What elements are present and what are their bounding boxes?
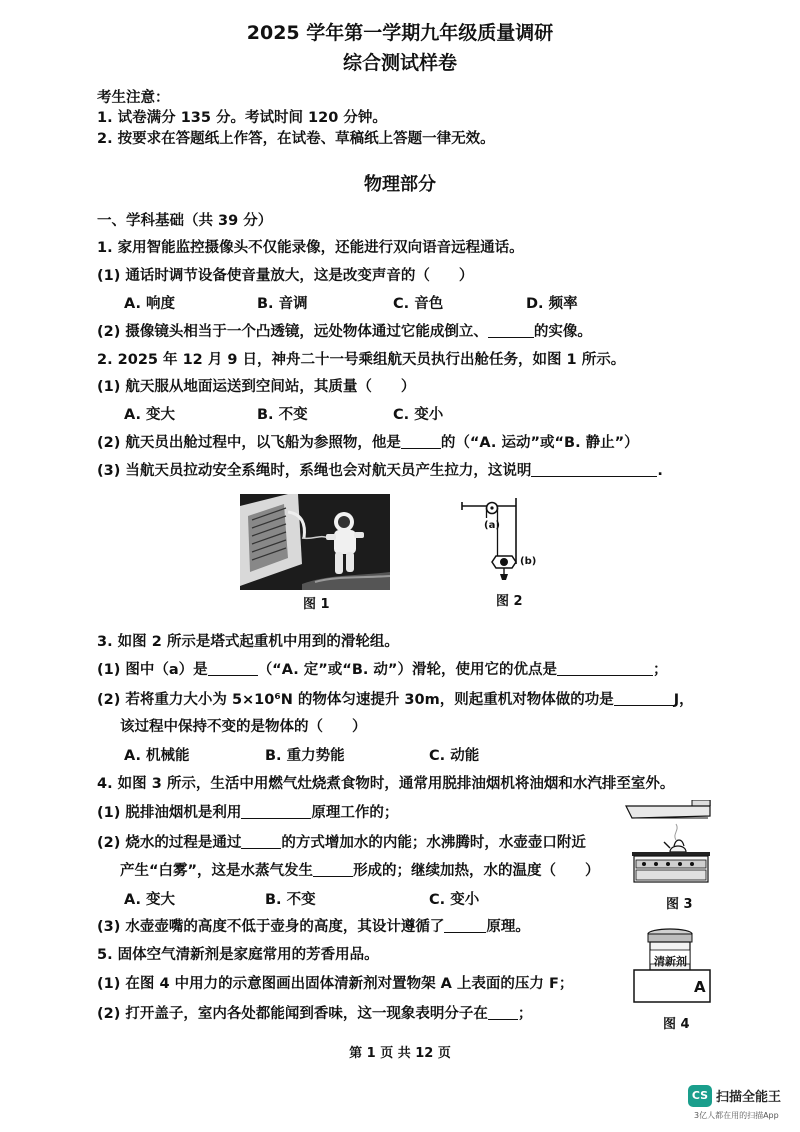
q4-sub3-end: 原理。 [486,919,530,935]
answer-blank[interactable] [488,323,534,338]
fig4-block-label: A [694,978,706,996]
q4-sub1 [97,801,398,822]
q3-sub1-text: (1) 图中（a）是 [97,662,208,678]
q5-sub2-end: ； [517,1006,533,1022]
part1-heading: 一、学科基础（共 39 分） [97,213,273,229]
notice-item-1: 1. 试卷满分 135 分。考试时间 120 分钟。 [97,110,387,126]
q3-sub1-mid: （“A. 定”或“B. 动”）滑轮，使用它的优点是 [257,662,557,678]
notice-item-2: 2. 按要求在答题纸上作答，在试卷、草稿纸上答题一律无效。 [97,131,495,147]
q2-sub3-text: (3) 当航天员拉动安全系绳时，系绳也会对航天员产生拉力，这说明 [97,463,532,479]
answer-blank[interactable] [614,691,674,706]
exam-subtitle: 综合测试样卷 [342,52,457,74]
q1-option-a: A. 响度 [124,296,176,312]
q1-sub2 [97,320,592,341]
q4-option-b: B. 不变 [265,892,316,908]
q1-sub2-text: (2) 摄像镜头相当于一个凸透镜，远处物体通过它能成倒立、 [97,324,488,340]
q2-sub2-text-end: 的（“A. 运动”或“B. 静止”） [440,435,639,451]
range-hood-stove-figure [622,800,714,892]
fig2-label-a: (a) [484,520,500,531]
exam-title: 2025 学年第一学期九年级质量调研 [246,22,554,44]
q2-sub3 [97,459,663,480]
answer-blank[interactable] [488,1005,518,1020]
watermark-name: 扫描全能王 [716,1090,782,1105]
q4-sub2-text: (2) 烧水的过程是通过 [97,835,242,851]
q4-option-c: C. 变小 [429,892,480,908]
answer-blank[interactable] [241,834,281,849]
answer-blank[interactable] [208,661,258,676]
watermark-tagline: 3亿人都在用的扫描App [694,1111,779,1120]
notice-heading: 考生注意： [97,90,170,106]
page-footer: 第 1 页 共 12 页 [349,1046,451,1061]
answer-blank[interactable] [557,661,653,676]
fig4-caption: 图 4 [663,1017,690,1032]
q2-option-a: A. 变大 [124,407,176,423]
q4-option-a: A. 变大 [124,892,176,908]
q4-sub2-line2-text: 产生“白雾”，这是水蒸气发生 [120,863,314,879]
q2-stem: 2. 2025 年 12 月 9 日，神舟二十一号乘组航天员执行出舱任务，如图 1 所示。 [97,352,626,368]
q5-stem: 5. 固体空气清新剂是家庭常用的芳香用品。 [97,947,379,963]
answer-blank[interactable] [531,462,657,477]
q1-sub2-text-end: 的实像。 [533,324,592,340]
q3-sub2-text: (2) 若将重力大小为 5×10⁶N 的物体匀速提升 30m，则起重机对物体做的功是 [97,692,614,708]
q3-sub1 [97,658,667,679]
q1-stem: 1. 家用智能监控摄像头不仅能录像，还能进行双向语音远程通话。 [97,240,524,256]
q4-sub2-line2 [120,859,600,880]
q3-sub2 [97,688,694,709]
fig2-caption: 图 2 [496,594,523,609]
q4-sub1-text: (1) 脱排油烟机是利用 [97,805,242,821]
fig1-caption: 图 1 [303,597,330,612]
q4-stem: 4. 如图 3 所示，生活中用燃气灶烧煮食物时，通常用脱排油烟机将油烟和水汽排至室外。 [97,776,675,792]
q2-sub3-end: . [657,463,663,479]
answer-blank[interactable] [444,918,486,933]
q1-option-b: B. 音调 [257,296,308,312]
q2-sub2-text: (2) 航天员出舱过程中，以飞船为参照物，他是 [97,435,401,451]
q1-sub1: (1) 通话时调节设备使音量放大，这是改变声音的（ ） [97,268,474,284]
q1-option-c: C. 音色 [393,296,444,312]
q3-option-b: B. 重力势能 [265,748,345,764]
answer-blank[interactable] [401,434,441,449]
astronaut-figure [240,494,390,590]
q3-option-a: A. 机械能 [124,748,190,764]
q2-option-b: B. 不变 [257,407,308,423]
q4-sub3-text: (3) 水壶壶嘴的高度不低于壶身的高度，其设计遵循了 [97,919,445,935]
pulley-figure [456,494,546,584]
q2-sub1: (1) 航天服从地面运送到空间站，其质量（ ） [97,379,416,395]
q4-sub2 [97,831,586,852]
fig2-label-b: (b) [520,556,537,567]
camscanner-logo-icon: CS [688,1085,712,1107]
q4-sub1-end: 原理工作的； [311,805,399,821]
section-title: 物理部分 [364,174,436,195]
q3-sub1-end: ； [652,662,668,678]
q5-sub2 [97,1002,532,1023]
q4-sub2-text-end: 的方式增加水的内能；水沸腾时，水壶壶口附近 [281,835,586,851]
q5-sub1: (1) 在图 4 中用力的示意图画出固体清新剂对置物架 A 上表面的压力 F； [97,976,574,992]
fig3-caption: 图 3 [666,897,693,912]
q3-option-c: C. 动能 [429,748,480,764]
q4-sub3 [97,915,530,936]
q2-sub2 [97,431,639,452]
q5-sub2-text: (2) 打开盖子，室内各处都能闻到香味，这一现象表明分子在 [97,1006,488,1022]
answer-blank[interactable] [313,862,353,877]
q3-sub2-end: J， [673,692,694,708]
q3-sub2-line2: 该过程中保持不变的是物体的（ ） [120,719,367,735]
q4-sub2-line2-end: 形成的；继续加热，水的温度（ ） [353,863,600,879]
fig4-can-label: 清新剂 [654,955,687,968]
q1-option-d: D. 频率 [526,296,578,312]
q2-option-c: C. 变小 [393,407,444,423]
answer-blank[interactable] [241,804,311,819]
q3-stem: 3. 如图 2 所示是塔式起重机中用到的滑轮组。 [97,634,399,650]
